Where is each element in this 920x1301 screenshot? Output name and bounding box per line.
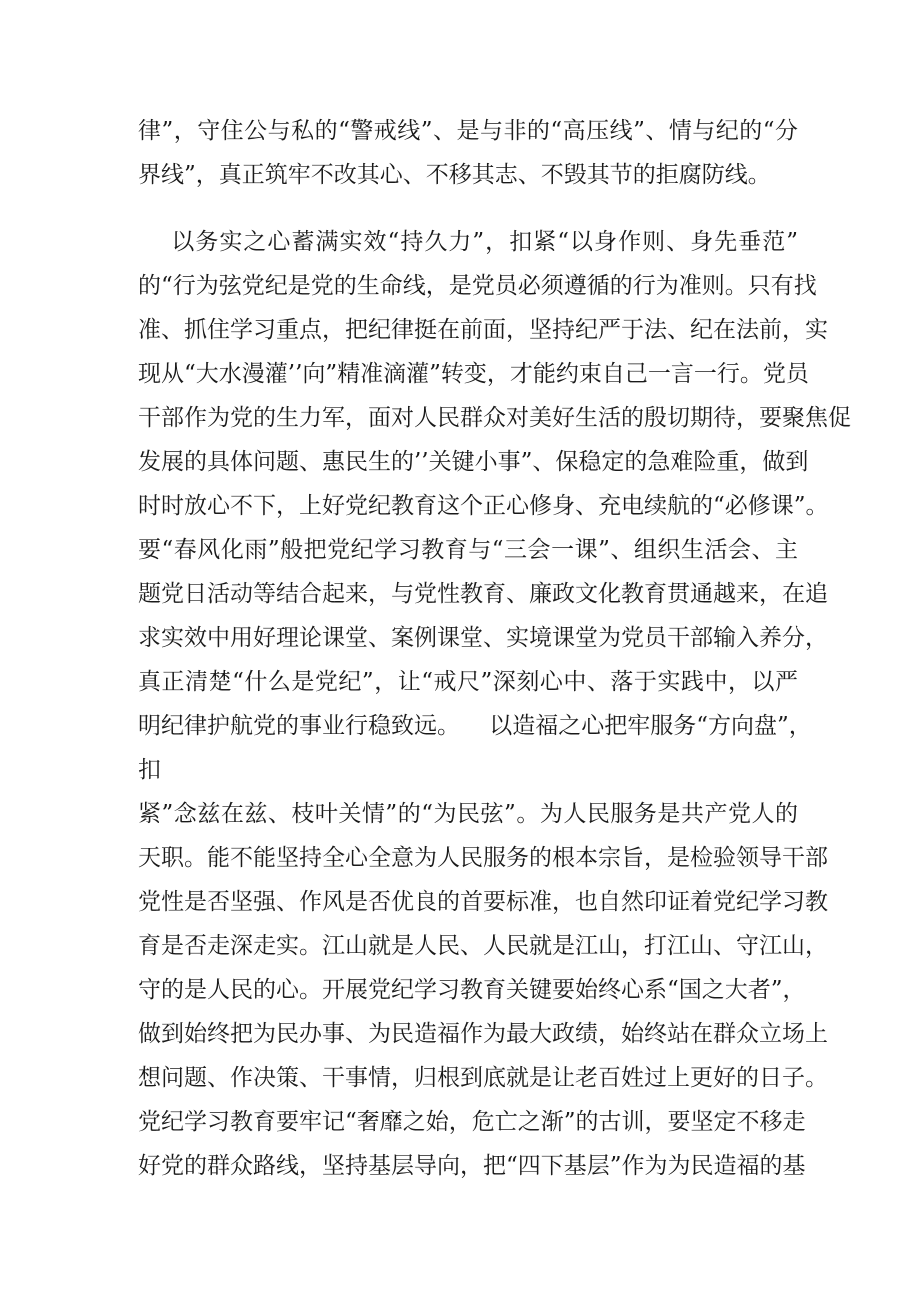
text-line: 党纪学习教育要牢记“奢靡之始，危亡之渐”的古训，要坚定不移走 [138,1109,806,1135]
text-line: 时时放心不下，上好党纪教育这个正心修身、充电续航的“必修课”。 [138,493,829,519]
text-line: 做到始终把为民办事、为民造福作为最大政绩，始终站在群众立场上 [138,1021,828,1047]
text-line: 天职。能不能坚持全心全意为人民服务的根本宗旨，是检验领导干部 [138,845,828,871]
text-line: 以务实之心蓄满实效“持久力”，扣紧“以身作则、身先垂范” [138,229,798,255]
text-line: 守的是人民的心。开展党纪学习教育关键要始终心系“国之大者”， [138,977,806,1003]
text-line: 干部作为党的生力军，面对人民群众对美好生活的殷切期待，要聚焦促 [138,405,851,431]
text-line: 育是否走深走实。江山就是人民、人民就是江山，打江山、守江山， [138,933,828,959]
text-line: 党性是否坚强、作风是否优良的首要标准，也自然印证着党纪学习教 [138,889,828,915]
text-line: 界线”，真正筑牢不改其心、不移其志、不毁其节的拒腐防线。 [138,162,771,188]
text-line: 要“春风化雨”般把党纪学习教育与“三会一课”、组织生活会、主 [138,537,798,563]
text-line: 律”，守住公与私的“警戒线”、是与非的“高压线”、情与纪的“分 [138,118,798,144]
text-line: 求实效中用好理论课堂、案例课堂、实境课堂为党员干部输入养分， [138,625,828,651]
text-line: 准、抓住学习重点，把纪律挺在前面，坚持纪严于法、纪在法前，实 [138,317,828,343]
text-line: 现从“大水漫灌’’向”精准滴灌”转变，才能约束自己一言一行。党员 [138,361,809,387]
text-line: 发展的具体问题、惠民生的’’关键小事”、保稳定的急难险重，做到 [138,449,809,475]
text-line: 真正清楚“什么是党纪”，让“戒尺”深刻心中、落于实践中，以严 [138,669,798,695]
text-line: 的“行为弦党纪是党的生命线，是党员必须遵循的行为准则。只有找 [138,273,817,299]
text-line: 明纪律护航党的事业行稳致远。 以造福之心把牢服务“方向盘”， [138,713,812,739]
text-line: 扣 [138,757,161,783]
text-line: 题党日活动等结合起来，与党性教育、廉政文化教育贯通越来，在追 [138,581,828,607]
text-line: 想问题、作决策、干事情，归根到底就是让老百姓过上更好的日子。 [138,1065,828,1091]
text-line: 好党的群众路线，坚持基层导向，把“四下基层”作为为民造福的基 [138,1153,806,1179]
text-line: 紧”念兹在兹、枝叶关情”的“为民弦”。为人民服务是共产党人的 [138,801,798,827]
